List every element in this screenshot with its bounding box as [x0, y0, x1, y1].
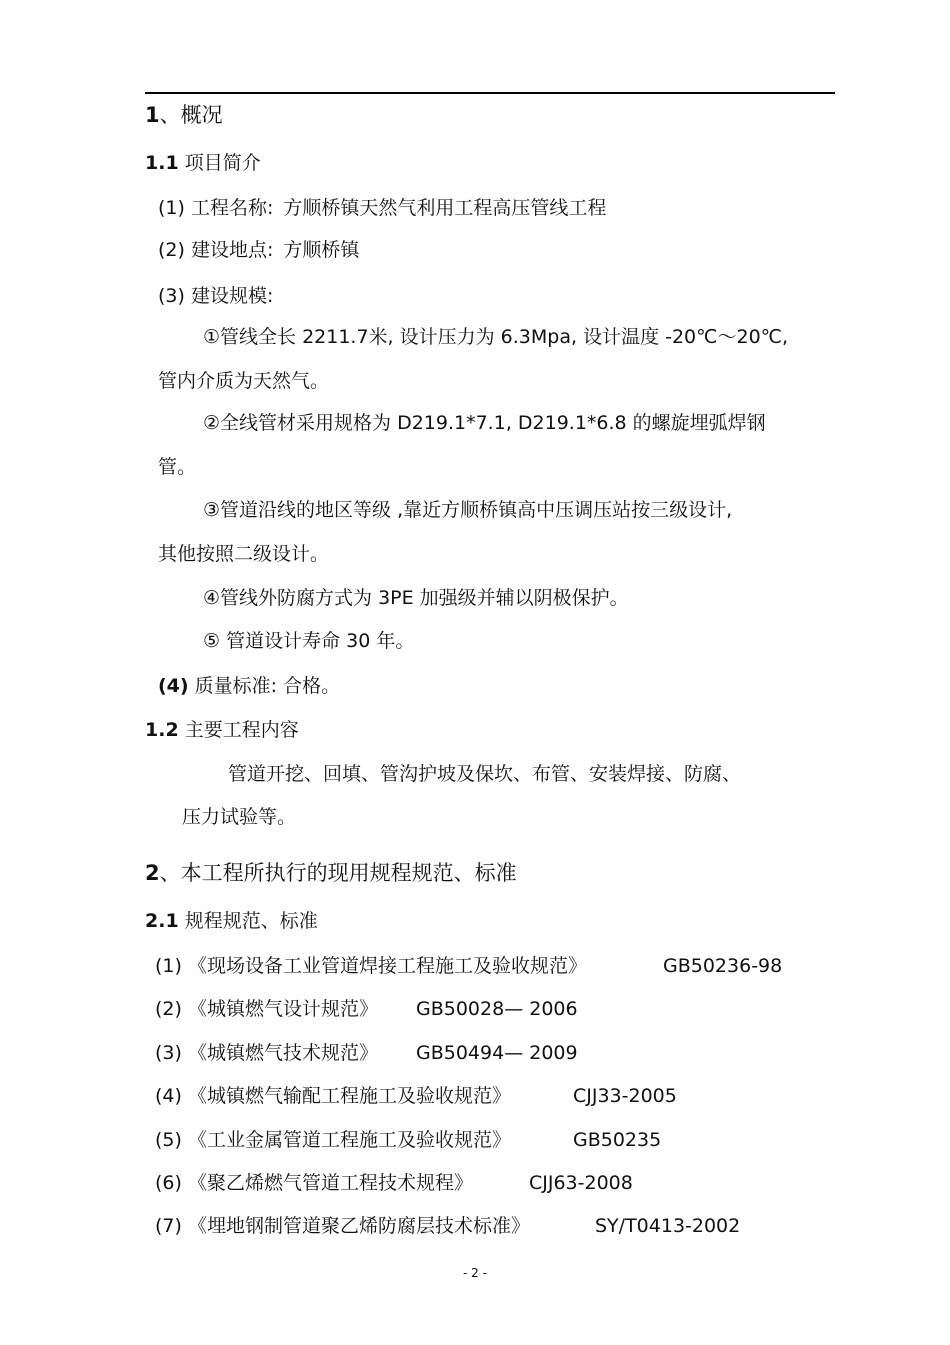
scale-line-8: ⑤ 管道设计寿命 30 年。 — [203, 630, 415, 652]
page-number: - 2 - — [463, 1266, 487, 1280]
section-2-1-heading: 2.1 规程规范、标准 — [145, 910, 318, 932]
standard-item: (2) 《城镇燃气设计规范》 GB50028— 2006 — [155, 998, 578, 1020]
standard-item: (4) 《城镇燃气输配工程施工及验收规范》 CJJ33-2005 — [155, 1085, 677, 1107]
scale-line-7: ④管线外防腐方式为 3PE 加强级并辅以阴极保护。 — [203, 587, 629, 609]
scale-line-6: 其他按照二级设计。 — [158, 543, 330, 565]
section-1-1-heading: 1.1 项目简介 — [145, 152, 261, 174]
item-project-name: (1) 工程名称: 方顺桥镇天然气利用工程高压管线工程 — [158, 197, 607, 219]
item-scale: (3) 建设规模: — [158, 285, 274, 307]
content-line-1: 管道开挖、回填、管沟护坡及保坎、布管、安装焊接、防腐、 — [228, 763, 742, 785]
standard-item: (3) 《城镇燃气技术规范》 GB50494— 2009 — [155, 1042, 578, 1064]
scale-line-1: ①管线全长 2211.7米, 设计压力为 6.3Mpa, 设计温度 -20℃～20℃, — [203, 326, 789, 348]
item-quality: (4) 质量标准: 合格。 — [158, 675, 341, 697]
scale-line-4: 管。 — [158, 456, 197, 478]
standard-item: (6) 《聚乙烯燃气管道工程技术规程》 CJJ63-2008 — [155, 1172, 633, 1194]
scale-line-3: ②全线管材采用规格为 D219.1*7.1, D219.1*6.8 的螺旋埋弧焊钢 — [203, 412, 766, 434]
standard-item: (7) 《埋地钢制管道聚乙烯防腐层技术标准》 SY/T0413-2002 — [155, 1215, 741, 1237]
section-1-heading: 1、概况 — [145, 103, 223, 127]
section-2-heading: 2、本工程所执行的现用规程规范、标准 — [145, 861, 517, 885]
standard-item: (5) 《工业金属管道工程施工及验收规范》 GB50235 — [155, 1129, 662, 1151]
item-location: (2) 建设地点: 方顺桥镇 — [158, 239, 360, 261]
scale-line-2: 管内介质为天然气。 — [158, 370, 330, 392]
scale-line-5: ③管道沿线的地区等级 ,靠近方顺桥镇高中压调压站按三级设计, — [203, 499, 733, 521]
content-line-2: 压力试验等。 — [182, 806, 297, 828]
section-1-2-heading: 1.2 主要工程内容 — [145, 719, 299, 741]
header-rule — [145, 92, 835, 94]
standard-item: (1) 《现场设备工业管道焊接工程施工及验收规范》 GB50236-98 — [155, 955, 783, 977]
